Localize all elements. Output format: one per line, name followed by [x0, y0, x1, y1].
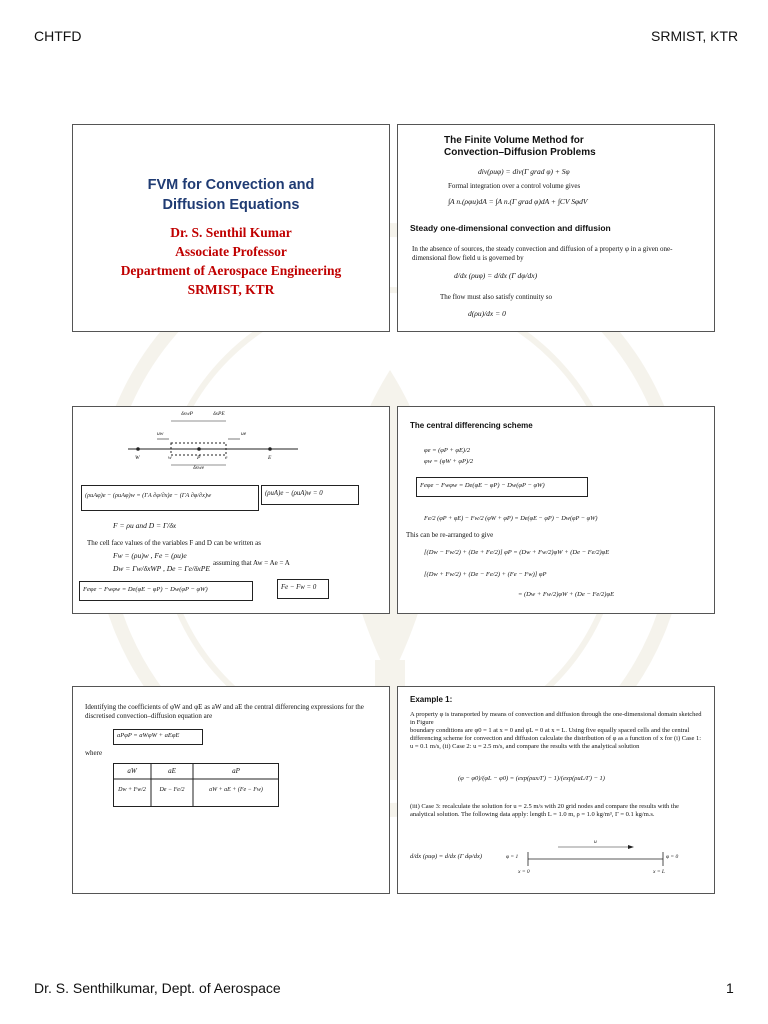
slide-2-subtitle: Steady one-dimensional convection and diffusion [410, 223, 611, 233]
slide-4-eq6: [(Dw + Fw/2) + (De − Fe/2) + (Fe − Fw)] φP [424, 571, 547, 578]
slide-2-eq3: d/dx (ρuφ) = d/dx (Γ dφ/dx) [454, 271, 538, 280]
slide-4 [397, 406, 715, 614]
label-P: P [197, 455, 201, 461]
table-header-aw: aW [127, 767, 137, 775]
slide-6-text1: A property φ is transported by means of convection and diffusion through the one-dimensional domain sketched in Figure [410, 711, 702, 726]
grid-diagram [73, 407, 390, 477]
slide-1-position: Associate Professor [175, 244, 287, 259]
table-header-ae: aE [168, 767, 176, 775]
label-u-arrow: u [594, 839, 597, 845]
slide-1-author: Dr. S. Senthil Kumar [170, 225, 292, 240]
label-xL: x = L [653, 869, 665, 875]
page-number: 1 [726, 980, 734, 996]
slide-6-eq1: (φ − φ0)/(φL − φ0) = (exp(ρux/Γ) − 1)/(exp(ρuL/Γ) − 1) [458, 775, 605, 782]
slide-3 [72, 406, 390, 614]
slide-3-eq5: Dw = Γw/δxWP , De = Γe/δxPE [113, 564, 210, 573]
table-value-aw: Dw + Fw/2 [118, 787, 146, 793]
header-right: SRMIST, KTR [651, 28, 739, 44]
label-phi-0: φ = 0 [666, 854, 679, 860]
label-x0: x = 0 [518, 869, 530, 875]
slide-4-eq7: = (Dw + Fw/2)φW + (De − Fe/2)φE [518, 591, 615, 598]
slide-3-eq7: Fe − Fw = 0 [281, 584, 317, 591]
slide-2-title: The Finite Volume Method for Convection–Diffusion Problems [444, 135, 596, 158]
label-uw: uw [157, 431, 164, 437]
slide-1-department: Department of Aerospace Engineering [120, 263, 342, 278]
slide-3-text1: The cell face values of the variables F and D can be written as [87, 539, 261, 547]
slide-1 [72, 124, 390, 332]
slide-5 [72, 686, 390, 894]
slide-4-eq5: [(Dw − Fw/2) + (De + Fe/2)] φP = (Dw + Fw/2)φW + (De − Fe/2)φE [424, 549, 610, 556]
slide-2-text1: Formal integration over a control volume gives [448, 182, 581, 190]
label-ue: ue [241, 431, 247, 437]
table-value-ae: De − Fe/2 [159, 787, 185, 793]
slide-2-eq2: ∫A n.(ρφu)dA = ∫A n.(Γ grad φ)dA + ∫CV SφdV [448, 197, 588, 206]
slide-6-eq2: d/dx (ρuφ) = d/dx (Γ dφ/dx) [410, 853, 483, 860]
slide-5-where: where [85, 749, 103, 757]
slide-2-text2: In the absence of sources, the steady convection and diffusion of a property φ in a given one-dimensional flow field u is governed by [412, 245, 673, 262]
slide-5-eq1: aPφP = aWφW + aEφE [117, 732, 180, 739]
slide-6-text2: boundary conditions are φ0 = 1 at x = 0 and φL = 0 at x = L. Using five equally spaced cells and the central differencing scheme for convection and diffusion calculate the distribution of φ as a function of x for (i) Case 1: u = 0.1 m/s, (ii) Case 2: u = 2.5 m/s, and compare the results with the analytical solution [410, 727, 702, 750]
slide-4-eq1: φe = (φP + φE)/2 [424, 447, 471, 454]
label-E: E [268, 455, 272, 461]
slide-4-eq3: Feφe − Fwφw = De(φE − φP) − Dw(φP − φW) [420, 482, 545, 489]
slide-2-eq1: div(ρuφ) = div(Γ grad φ) + Sφ [478, 167, 570, 176]
slide-2-text3: The flow must also satisfy continuity so [440, 293, 552, 301]
slide-6 [397, 686, 715, 894]
slide-4-text: This can be re-arranged to give [406, 531, 494, 539]
label-dx-wp: δxwP [181, 411, 194, 417]
slide-3-eq2: (ρuA)e − (ρuA)w = 0 [265, 490, 323, 497]
slide-2-eq4: d(ρu)/dx = 0 [468, 309, 506, 318]
slide-1-institution: SRMIST, KTR [187, 282, 275, 297]
slide-3-eq6: Feφe − Fwφw = De(φE − φP) − Dw(φP − φW) [83, 586, 208, 593]
slide-4-title: The central differencing scheme [410, 421, 533, 430]
footer-left: Dr. S. Senthilkumar, Dept. of Aerospace [34, 980, 281, 996]
slide-3-eq4: Fw = (ρu)w , Fe = (ρu)e [113, 551, 187, 560]
slide-6-text3: (iii) Case 3: recalculate the solution for u = 2.5 m/s with 20 grid nodes and compare the results with the analytical solution. The following data apply: length L = 1.0 m, ρ = 1.0 kg/m³, Γ = 0.1 kg/m.s. [410, 803, 679, 818]
slide-2 [397, 124, 715, 332]
label-w: w [168, 455, 172, 461]
label-dx-we: δxwe [193, 465, 205, 471]
label-e: e [225, 455, 228, 461]
slide-1-title: FVM for Convection and Diffusion Equations [147, 177, 315, 213]
label-dx-pe: δxPE [213, 411, 225, 417]
slide-3-text2: assuming that Aw = Ae = A [213, 559, 290, 567]
slide-5-text1: Identifying the coefficients of φW and φE as aW and aE the central differencing expressions for the discretised convection–diffusion equation are [85, 703, 364, 720]
table-header-ap: aP [232, 767, 240, 775]
slide-3-eq1: (ρuAφ)e − (ρuAφ)w = (ΓA ∂φ/∂x)e − (ΓA ∂φ/∂x)w [85, 492, 212, 499]
label-W: W [135, 455, 140, 461]
label-phi-1: φ = 1 [506, 854, 519, 860]
slide-4-eq2: φw = (φW + φP)/2 [424, 458, 474, 465]
slide-6-title: Example 1: [410, 695, 453, 704]
slide-4-eq4: Fe/2 (φP + φE) − Fw/2 (φW + φP) = De(φE − φP) − Dw(φP − φW) [424, 515, 598, 522]
header-left: CHTFD [34, 28, 82, 44]
table-value-ap: aW + aE + (Fe − Fw) [209, 787, 263, 793]
slide-3-eq3: F = ρu and D = Γ/δx [113, 521, 177, 530]
